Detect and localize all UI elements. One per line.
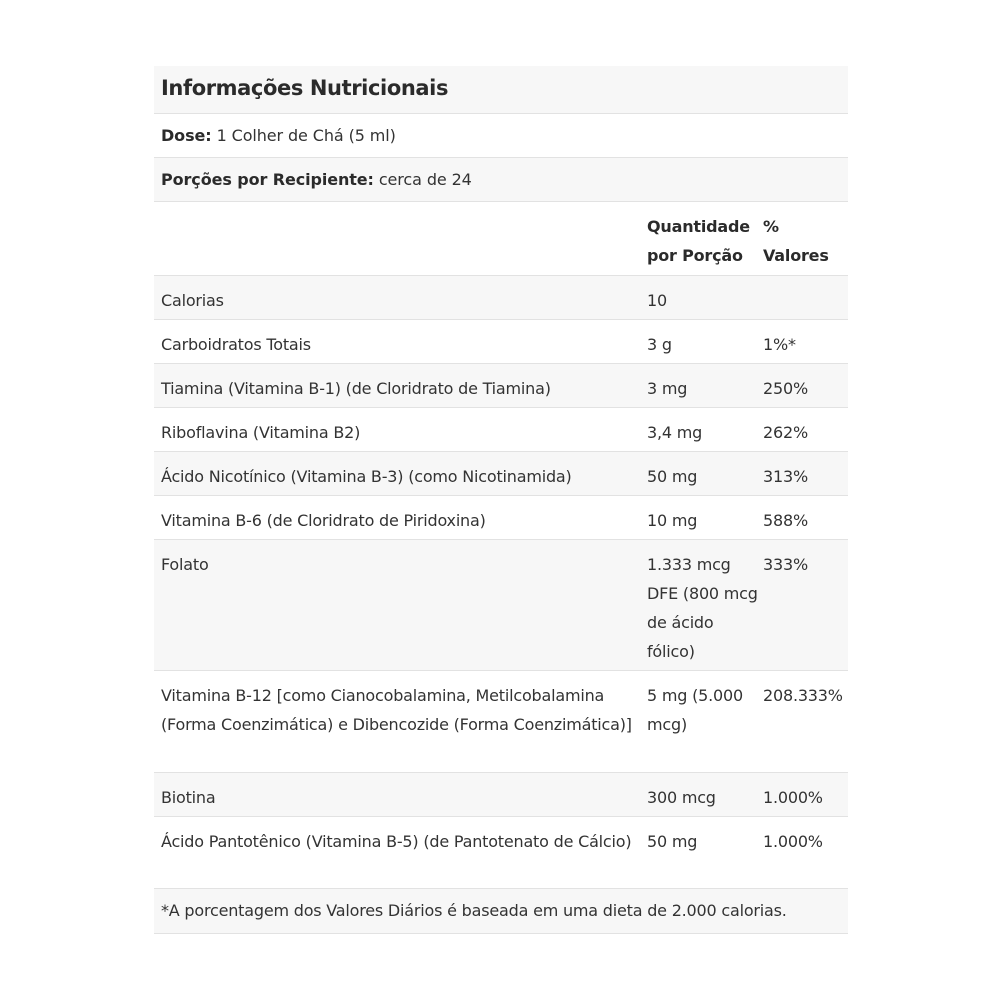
table-row [154,773,848,817]
nutrition-facts-table [154,66,848,934]
table-row [154,408,848,452]
nutrient-amount: 5 mg (5.000 mcg) [647,686,743,734]
nutrient-daily-value: 1.000% [763,832,823,851]
servings-value: cerca de 24 [378,170,472,189]
nutrient-daily-value: 1%* [763,335,796,354]
nutrient-amount: 3 mg [647,379,688,398]
table-row [154,496,848,540]
nutrient-amount: 1.333 mcg DFE (800 mcg de ácido fólico) [647,555,758,661]
nutrient-amount: 3 g [647,335,672,354]
nutrient-name: Carboidratos Totais [161,335,311,354]
nutrient-name: Ácido Pantotênico (Vitamina B-5) (de Pantotenato de Cálcio) [161,832,632,851]
nutrient-name: Ácido Nicotínico (Vitamina B-3) (como Nicotinamida) [161,467,572,486]
nutrient-daily-value [763,276,848,286]
nutrient-amount: 10 [647,291,667,310]
nutrient-amount: 50 mg [647,467,698,486]
header-nutrient-cell [154,202,647,212]
nutrient-name: Riboflavina (Vitamina B2) [161,423,361,442]
nutrient-amount: 10 mg [647,511,698,530]
table-row [154,452,848,496]
table-row [154,817,848,889]
nutrient-daily-value: 588% [763,511,808,530]
nutrient-name: Vitamina B-12 [como Cianocobalamina, Metilcobalamina (Forma Coenzimática) e Dibencozide (Forma Coenzimática)] [161,686,632,734]
nutrient-name: Tiamina (Vitamina B-1) (de Cloridrato de Tiamina) [161,379,551,398]
nutrient-amount: 300 mcg [647,788,716,807]
table-row [154,671,848,773]
servings-label: Porções por Recipiente: [161,170,374,189]
nutrient-name: Vitamina B-6 (de Cloridrato de Piridoxina) [161,511,486,530]
footnote: *A porcentagem dos Valores Diários é baseada em uma dieta de 2.000 calorias. [161,901,787,920]
dose-row [154,114,848,158]
nutrient-name: Biotina [161,788,216,807]
nutrient-name: Folato [161,555,209,574]
servings-row [154,158,848,202]
table-row [154,276,848,320]
table-title: Informações Nutricionais [161,76,449,100]
table-row [154,320,848,364]
nutrient-daily-value: 208.333% [763,686,843,705]
header-amount: Quantidade por Porção [647,217,750,265]
nutrient-amount: 3,4 mg [647,423,703,442]
nutrient-name: Calorias [161,291,224,310]
header-daily-value: % Valores [763,217,829,265]
table-row [154,540,848,671]
nutrient-amount: 50 mg [647,832,698,851]
footnote-row [154,889,848,934]
dose-label: Dose: [161,126,212,145]
nutrient-daily-value: 333% [763,555,808,574]
nutrient-daily-value: 313% [763,467,808,486]
nutrient-daily-value: 1.000% [763,788,823,807]
dose-text [161,126,396,145]
title-row [154,66,848,114]
column-header-row [154,202,848,276]
servings-text [161,170,472,189]
dose-value: 1 Colher de Chá (5 ml) [216,126,396,145]
nutrient-daily-value: 250% [763,379,808,398]
table-row [154,364,848,408]
nutrient-daily-value: 262% [763,423,808,442]
